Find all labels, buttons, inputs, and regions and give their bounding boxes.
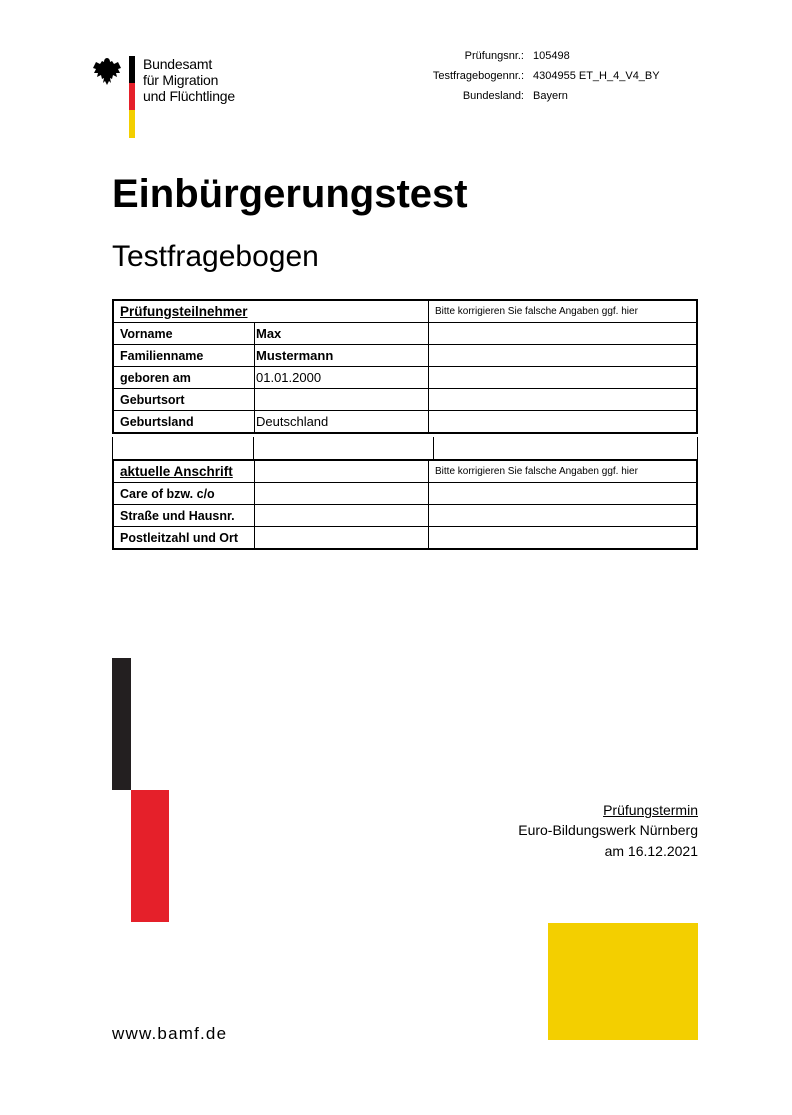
state-value: Bayern	[533, 90, 568, 102]
flag-stripe-black	[129, 56, 135, 83]
correction-field[interactable]	[429, 367, 698, 389]
org-name-line-3: und Flüchtlinge	[143, 88, 235, 104]
exam-date: am 16.12.2021	[604, 843, 698, 859]
decor-red-block	[131, 790, 169, 922]
exam-number-label: Prüfungsnr.:	[464, 50, 524, 62]
questionnaire-number-value: 4304955 ET_H_4_V4_BY	[533, 70, 660, 82]
decor-gold-block	[548, 923, 698, 1040]
federal-eagle-icon	[92, 56, 122, 88]
postal-city-value	[255, 527, 429, 550]
table-spacer-row	[112, 437, 698, 459]
table-row	[113, 527, 697, 550]
correction-field[interactable]	[429, 505, 698, 527]
birth-place-value	[255, 389, 429, 411]
state-label: Bundesland:	[462, 90, 524, 102]
correction-field[interactable]	[429, 483, 698, 505]
last-name-value: Mustermann	[255, 345, 429, 367]
exam-date-heading: Prüfungstermin	[603, 802, 698, 818]
table-row	[113, 411, 697, 434]
questionnaire-number-label: Testfragebogennr.:	[432, 70, 524, 82]
page-subtitle: Testfragebogen	[112, 240, 319, 273]
correction-field[interactable]	[429, 389, 698, 411]
exam-location: Euro-Bildungswerk Nürnberg	[518, 822, 698, 838]
field-label: geboren am	[113, 367, 255, 389]
correction-field[interactable]	[429, 323, 698, 345]
address-table	[112, 459, 698, 550]
bamf-logo	[92, 56, 252, 142]
address-heading-spacer	[255, 460, 429, 483]
table-row	[113, 460, 697, 483]
first-name-value: Max	[255, 323, 429, 345]
table-row	[113, 483, 697, 505]
address-heading: aktuelle Anschrift	[113, 460, 255, 483]
field-label: Geburtsland	[113, 411, 255, 434]
participant-table	[112, 299, 698, 434]
org-name-line-2: für Migration	[143, 72, 219, 88]
table-row	[113, 300, 697, 323]
table-row	[113, 323, 697, 345]
correction-hint: Bitte korrigieren Sie falsche Angaben ggf. hier	[429, 300, 698, 323]
correction-field[interactable]	[429, 411, 698, 434]
table-row	[113, 389, 697, 411]
field-label: Vorname	[113, 323, 255, 345]
flag-stripe-red	[129, 83, 135, 110]
exam-number-value: 105498	[533, 50, 570, 62]
field-label: Familienname	[113, 345, 255, 367]
field-label: Geburtsort	[113, 389, 255, 411]
care-of-value	[255, 483, 429, 505]
org-name-line-1: Bundesamt	[143, 56, 213, 72]
table-row	[113, 505, 697, 527]
participant-heading: Prüfungsteilnehmer	[113, 300, 429, 323]
birth-date-value: 01.01.2000	[255, 367, 429, 389]
field-label: Postleitzahl und Ort	[113, 527, 255, 550]
page-title: Einbürgerungstest	[112, 172, 468, 216]
website-link[interactable]: www.bamf.de	[112, 1024, 228, 1043]
correction-field[interactable]	[429, 345, 698, 367]
table-row	[113, 367, 697, 389]
field-label: Straße und Hausnr.	[113, 505, 255, 527]
street-value	[255, 505, 429, 527]
correction-field[interactable]	[429, 527, 698, 550]
decor-black-block	[112, 658, 131, 790]
flag-stripe-gold	[129, 110, 135, 138]
table-row	[113, 345, 697, 367]
field-label: Care of bzw. c/o	[113, 483, 255, 505]
correction-hint: Bitte korrigieren Sie falsche Angaben ggf. hier	[429, 460, 698, 483]
birth-country-value: Deutschland	[255, 411, 429, 434]
